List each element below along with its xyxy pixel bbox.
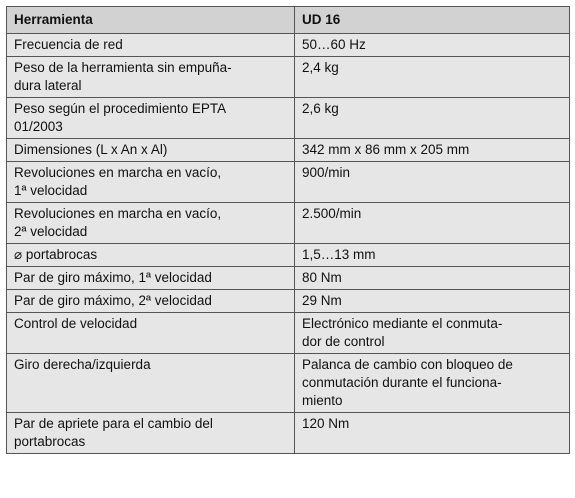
row-label: Frecuencia de red (7, 34, 295, 57)
row-label: Peso según el procedimiento EPTA 01/2003 (7, 98, 295, 139)
row-value: 2,4 kg (295, 57, 570, 98)
table-row (7, 244, 570, 267)
row-label: Par de giro máximo, 1ª velocidad (7, 267, 295, 290)
table-row (7, 98, 570, 139)
table-row (7, 34, 570, 57)
row-value: 29 Nm (295, 290, 570, 313)
table-row (7, 57, 570, 98)
header-row (7, 7, 570, 34)
spec-table (6, 6, 570, 454)
row-value: 2,6 kg (295, 98, 570, 139)
spec-table-body (7, 34, 570, 454)
row-value: 900/min (295, 162, 570, 203)
row-label: Giro derecha/izquierda (7, 354, 295, 413)
row-value: Palanca de cambio con bloqueo de conmutación durante el funciona- miento (295, 354, 570, 413)
table-row (7, 313, 570, 354)
row-value: 120 Nm (295, 413, 570, 454)
table-row (7, 162, 570, 203)
spec-table-head (7, 7, 570, 34)
table-row (7, 203, 570, 244)
row-value: 1,5…13 mm (295, 244, 570, 267)
row-label: Par de giro máximo, 2ª velocidad (7, 290, 295, 313)
row-value: Electrónico mediante el conmuta- dor de control (295, 313, 570, 354)
row-label: Peso de la herramienta sin empuña- dura lateral (7, 57, 295, 98)
table-row (7, 267, 570, 290)
header-tool: Herramienta (7, 7, 295, 34)
table-row (7, 139, 570, 162)
row-value: 342 mm x 86 mm x 205 mm (295, 139, 570, 162)
header-model: UD 16 (295, 7, 570, 34)
table-row (7, 354, 570, 413)
row-label: Revoluciones en marcha en vacío, 1ª velocidad (7, 162, 295, 203)
table-row (7, 290, 570, 313)
row-value: 2.500/min (295, 203, 570, 244)
table-row (7, 413, 570, 454)
row-label: Control de velocidad (7, 313, 295, 354)
row-label: ⌀ portabrocas (7, 244, 295, 267)
row-label: Revoluciones en marcha en vacío, 2ª velocidad (7, 203, 295, 244)
row-value: 80 Nm (295, 267, 570, 290)
row-label: Par de apriete para el cambio del portabrocas (7, 413, 295, 454)
row-label: Dimensiones (L x An x Al) (7, 139, 295, 162)
row-value: 50…60 Hz (295, 34, 570, 57)
